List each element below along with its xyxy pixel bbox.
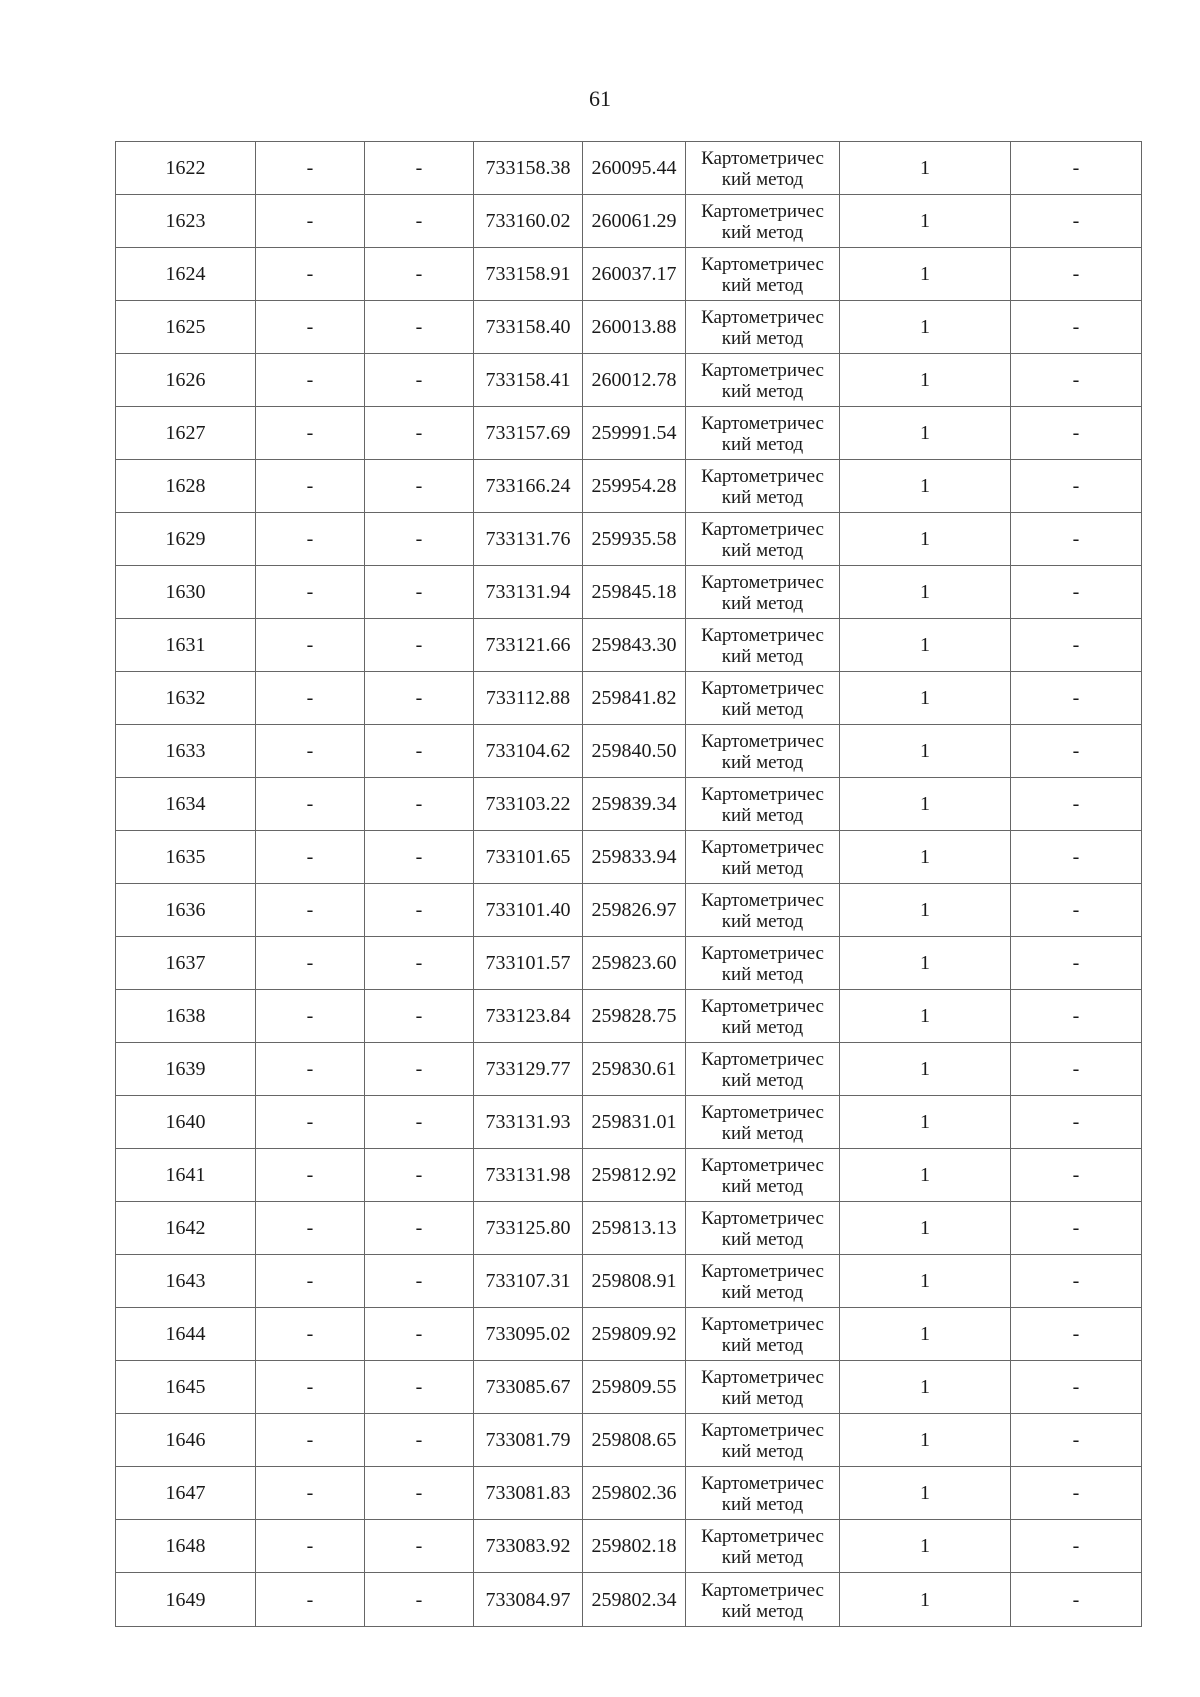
- empty-value-cell: -: [365, 513, 474, 566]
- table-row: [116, 937, 1142, 990]
- accuracy-cell: 1: [840, 407, 1011, 460]
- method-cell: [686, 1361, 840, 1414]
- note-cell: -: [1011, 884, 1142, 937]
- empty-value-cell: -: [256, 990, 365, 1043]
- note-cell: -: [1011, 566, 1142, 619]
- x-coordinate-cell: 733160.02: [474, 195, 583, 248]
- method-text: Картометричес кий метод: [701, 1526, 824, 1568]
- empty-value-cell: -: [256, 831, 365, 884]
- x-coordinate-cell: 733081.83: [474, 1467, 583, 1520]
- x-coordinate-cell: 733101.65: [474, 831, 583, 884]
- method-text: Картометричес кий метод: [701, 1367, 824, 1409]
- table-row: [116, 1308, 1142, 1361]
- empty-value-cell: -: [365, 619, 474, 672]
- method-text: Картометричес кий метод: [701, 1102, 824, 1144]
- accuracy-cell: 1: [840, 619, 1011, 672]
- note-cell: -: [1011, 513, 1142, 566]
- method-text: Картометричес кий метод: [701, 307, 824, 349]
- table-row: [116, 1149, 1142, 1202]
- accuracy-cell: 1: [840, 990, 1011, 1043]
- x-coordinate-cell: 733131.98: [474, 1149, 583, 1202]
- table-row: [116, 725, 1142, 778]
- note-cell: -: [1011, 831, 1142, 884]
- method-cell: [686, 1149, 840, 1202]
- method-text: Картометричес кий метод: [701, 784, 824, 826]
- empty-value-cell: -: [365, 778, 474, 831]
- empty-value-cell: -: [256, 1202, 365, 1255]
- note-cell: -: [1011, 354, 1142, 407]
- empty-value-cell: -: [256, 725, 365, 778]
- point-number-cell: 1636: [116, 884, 256, 937]
- method-text: Картометричес кий метод: [701, 1473, 824, 1515]
- empty-value-cell: -: [256, 1043, 365, 1096]
- x-coordinate-cell: 733103.22: [474, 778, 583, 831]
- x-coordinate-cell: 733112.88: [474, 672, 583, 725]
- accuracy-cell: 1: [840, 778, 1011, 831]
- method-text: Картометричес кий метод: [701, 1155, 824, 1197]
- point-number-cell: 1633: [116, 725, 256, 778]
- method-cell: [686, 1308, 840, 1361]
- y-coordinate-cell: 259935.58: [583, 513, 686, 566]
- empty-value-cell: -: [365, 1520, 474, 1573]
- point-number-cell: 1629: [116, 513, 256, 566]
- method-cell: [686, 1467, 840, 1520]
- method-cell: [686, 142, 840, 195]
- point-number-cell: 1637: [116, 937, 256, 990]
- method-text: Картометричес кий метод: [701, 1049, 824, 1091]
- empty-value-cell: -: [365, 990, 474, 1043]
- empty-value-cell: -: [365, 1255, 474, 1308]
- note-cell: -: [1011, 990, 1142, 1043]
- table-row: [116, 195, 1142, 248]
- empty-value-cell: -: [365, 725, 474, 778]
- empty-value-cell: -: [365, 937, 474, 990]
- table-body: [116, 142, 1142, 1627]
- accuracy-cell: 1: [840, 248, 1011, 301]
- method-cell: [686, 354, 840, 407]
- empty-value-cell: -: [365, 248, 474, 301]
- y-coordinate-cell: 259833.94: [583, 831, 686, 884]
- x-coordinate-cell: 733104.62: [474, 725, 583, 778]
- accuracy-cell: 1: [840, 142, 1011, 195]
- y-coordinate-cell: 260095.44: [583, 142, 686, 195]
- x-coordinate-cell: 733101.40: [474, 884, 583, 937]
- point-number-cell: 1623: [116, 195, 256, 248]
- point-number-cell: 1634: [116, 778, 256, 831]
- table-row: [116, 354, 1142, 407]
- empty-value-cell: -: [256, 937, 365, 990]
- note-cell: -: [1011, 195, 1142, 248]
- method-cell: [686, 725, 840, 778]
- table-row: [116, 1414, 1142, 1467]
- empty-value-cell: -: [365, 1361, 474, 1414]
- x-coordinate-cell: 733125.80: [474, 1202, 583, 1255]
- table-row: [116, 301, 1142, 354]
- note-cell: -: [1011, 1202, 1142, 1255]
- point-number-cell: 1627: [116, 407, 256, 460]
- x-coordinate-cell: 733084.97: [474, 1573, 583, 1627]
- table-row: [116, 884, 1142, 937]
- empty-value-cell: -: [256, 884, 365, 937]
- note-cell: -: [1011, 301, 1142, 354]
- method-cell: [686, 301, 840, 354]
- y-coordinate-cell: 259830.61: [583, 1043, 686, 1096]
- note-cell: -: [1011, 460, 1142, 513]
- empty-value-cell: -: [365, 1149, 474, 1202]
- method-text: Картометричес кий метод: [701, 148, 824, 190]
- accuracy-cell: 1: [840, 1149, 1011, 1202]
- method-text: Картометричес кий метод: [701, 201, 824, 243]
- x-coordinate-cell: 733131.76: [474, 513, 583, 566]
- method-cell: [686, 1043, 840, 1096]
- note-cell: -: [1011, 1308, 1142, 1361]
- empty-value-cell: -: [365, 831, 474, 884]
- y-coordinate-cell: 259840.50: [583, 725, 686, 778]
- method-text: Картометричес кий метод: [701, 1314, 824, 1356]
- point-number-cell: 1644: [116, 1308, 256, 1361]
- method-text: Картометричес кий метод: [701, 1420, 824, 1462]
- y-coordinate-cell: 260037.17: [583, 248, 686, 301]
- x-coordinate-cell: 733123.84: [474, 990, 583, 1043]
- empty-value-cell: -: [256, 619, 365, 672]
- y-coordinate-cell: 259826.97: [583, 884, 686, 937]
- point-number-cell: 1643: [116, 1255, 256, 1308]
- method-cell: [686, 619, 840, 672]
- point-number-cell: 1638: [116, 990, 256, 1043]
- accuracy-cell: 1: [840, 1308, 1011, 1361]
- x-coordinate-cell: 733166.24: [474, 460, 583, 513]
- accuracy-cell: 1: [840, 354, 1011, 407]
- note-cell: -: [1011, 725, 1142, 778]
- y-coordinate-cell: 259808.91: [583, 1255, 686, 1308]
- empty-value-cell: -: [256, 1255, 365, 1308]
- x-coordinate-cell: 733131.94: [474, 566, 583, 619]
- point-number-cell: 1642: [116, 1202, 256, 1255]
- table-row: [116, 1096, 1142, 1149]
- empty-value-cell: -: [256, 1308, 365, 1361]
- method-text: Картометричес кий метод: [701, 996, 824, 1038]
- accuracy-cell: 1: [840, 1414, 1011, 1467]
- empty-value-cell: -: [256, 1096, 365, 1149]
- table-row: [116, 513, 1142, 566]
- y-coordinate-cell: 259802.34: [583, 1573, 686, 1627]
- empty-value-cell: -: [365, 884, 474, 937]
- y-coordinate-cell: 259823.60: [583, 937, 686, 990]
- method-text: Картометричес кий метод: [701, 254, 824, 296]
- note-cell: -: [1011, 1520, 1142, 1573]
- table-row: [116, 566, 1142, 619]
- y-coordinate-cell: 259831.01: [583, 1096, 686, 1149]
- accuracy-cell: 1: [840, 1096, 1011, 1149]
- method-text: Картометричес кий метод: [701, 519, 824, 561]
- accuracy-cell: 1: [840, 884, 1011, 937]
- x-coordinate-cell: 733081.79: [474, 1414, 583, 1467]
- method-cell: [686, 1414, 840, 1467]
- empty-value-cell: -: [365, 1308, 474, 1361]
- point-number-cell: 1639: [116, 1043, 256, 1096]
- method-text: Картометричес кий метод: [701, 943, 824, 985]
- y-coordinate-cell: 259813.13: [583, 1202, 686, 1255]
- accuracy-cell: 1: [840, 566, 1011, 619]
- y-coordinate-cell: 259812.92: [583, 1149, 686, 1202]
- method-cell: [686, 884, 840, 937]
- table-row: [116, 672, 1142, 725]
- empty-value-cell: -: [256, 778, 365, 831]
- note-cell: -: [1011, 619, 1142, 672]
- point-number-cell: 1635: [116, 831, 256, 884]
- note-cell: -: [1011, 248, 1142, 301]
- method-cell: [686, 460, 840, 513]
- method-cell: [686, 778, 840, 831]
- method-text: Картометричес кий метод: [701, 572, 824, 614]
- point-number-cell: 1649: [116, 1573, 256, 1627]
- method-cell: [686, 1096, 840, 1149]
- y-coordinate-cell: 259802.36: [583, 1467, 686, 1520]
- point-number-cell: 1628: [116, 460, 256, 513]
- empty-value-cell: -: [256, 407, 365, 460]
- note-cell: -: [1011, 672, 1142, 725]
- y-coordinate-cell: 259845.18: [583, 566, 686, 619]
- method-text: Картометричес кий метод: [701, 890, 824, 932]
- table-row: [116, 1573, 1142, 1627]
- empty-value-cell: -: [256, 1467, 365, 1520]
- point-number-cell: 1625: [116, 301, 256, 354]
- method-text: Картометричес кий метод: [701, 678, 824, 720]
- x-coordinate-cell: 733158.91: [474, 248, 583, 301]
- x-coordinate-cell: 733121.66: [474, 619, 583, 672]
- table-row: [116, 248, 1142, 301]
- method-text: Картометричес кий метод: [701, 360, 824, 402]
- table-row: [116, 1202, 1142, 1255]
- x-coordinate-cell: 733157.69: [474, 407, 583, 460]
- y-coordinate-cell: 260012.78: [583, 354, 686, 407]
- x-coordinate-cell: 733083.92: [474, 1520, 583, 1573]
- note-cell: -: [1011, 1361, 1142, 1414]
- empty-value-cell: -: [365, 1467, 474, 1520]
- accuracy-cell: 1: [840, 1361, 1011, 1414]
- method-text: Картометричес кий метод: [701, 413, 824, 455]
- empty-value-cell: -: [365, 407, 474, 460]
- table-row: [116, 460, 1142, 513]
- x-coordinate-cell: 733107.31: [474, 1255, 583, 1308]
- accuracy-cell: 1: [840, 831, 1011, 884]
- empty-value-cell: -: [256, 1414, 365, 1467]
- note-cell: -: [1011, 778, 1142, 831]
- table-row: [116, 142, 1142, 195]
- note-cell: -: [1011, 1096, 1142, 1149]
- table-row: [116, 831, 1142, 884]
- method-cell: [686, 990, 840, 1043]
- method-text: Картометричес кий метод: [701, 466, 824, 508]
- y-coordinate-cell: 259843.30: [583, 619, 686, 672]
- empty-value-cell: -: [256, 354, 365, 407]
- y-coordinate-cell: 260061.29: [583, 195, 686, 248]
- point-number-cell: 1647: [116, 1467, 256, 1520]
- y-coordinate-cell: 259841.82: [583, 672, 686, 725]
- empty-value-cell: -: [365, 1202, 474, 1255]
- accuracy-cell: 1: [840, 1467, 1011, 1520]
- y-coordinate-cell: 259991.54: [583, 407, 686, 460]
- point-number-cell: 1645: [116, 1361, 256, 1414]
- x-coordinate-cell: 733129.77: [474, 1043, 583, 1096]
- note-cell: -: [1011, 407, 1142, 460]
- accuracy-cell: 1: [840, 1573, 1011, 1627]
- table-row: [116, 1467, 1142, 1520]
- point-number-cell: 1632: [116, 672, 256, 725]
- empty-value-cell: -: [365, 566, 474, 619]
- empty-value-cell: -: [256, 672, 365, 725]
- note-cell: -: [1011, 1414, 1142, 1467]
- x-coordinate-cell: 733101.57: [474, 937, 583, 990]
- table-row: [116, 407, 1142, 460]
- method-cell: [686, 1520, 840, 1573]
- empty-value-cell: -: [256, 1573, 365, 1627]
- table-row: [116, 778, 1142, 831]
- empty-value-cell: -: [256, 1520, 365, 1573]
- method-cell: [686, 937, 840, 990]
- table-row: [116, 1255, 1142, 1308]
- y-coordinate-cell: 259802.18: [583, 1520, 686, 1573]
- y-coordinate-cell: 259808.65: [583, 1414, 686, 1467]
- accuracy-cell: 1: [840, 460, 1011, 513]
- empty-value-cell: -: [365, 142, 474, 195]
- table-row: [116, 1043, 1142, 1096]
- empty-value-cell: -: [365, 1573, 474, 1627]
- point-number-cell: 1646: [116, 1414, 256, 1467]
- accuracy-cell: 1: [840, 513, 1011, 566]
- y-coordinate-cell: 259839.34: [583, 778, 686, 831]
- coordinates-table: [115, 141, 1142, 1627]
- table-row: [116, 1361, 1142, 1414]
- empty-value-cell: -: [365, 672, 474, 725]
- accuracy-cell: 1: [840, 1255, 1011, 1308]
- method-cell: [686, 407, 840, 460]
- page-number: 61: [589, 86, 611, 111]
- method-text: Картометричес кий метод: [701, 625, 824, 667]
- empty-value-cell: -: [365, 460, 474, 513]
- empty-value-cell: -: [365, 1043, 474, 1096]
- point-number-cell: 1630: [116, 566, 256, 619]
- accuracy-cell: 1: [840, 1520, 1011, 1573]
- accuracy-cell: 1: [840, 1202, 1011, 1255]
- point-number-cell: 1641: [116, 1149, 256, 1202]
- note-cell: -: [1011, 1573, 1142, 1627]
- empty-value-cell: -: [256, 460, 365, 513]
- accuracy-cell: 1: [840, 937, 1011, 990]
- point-number-cell: 1624: [116, 248, 256, 301]
- empty-value-cell: -: [256, 142, 365, 195]
- note-cell: -: [1011, 142, 1142, 195]
- point-number-cell: 1626: [116, 354, 256, 407]
- method-cell: [686, 1573, 840, 1627]
- empty-value-cell: -: [256, 195, 365, 248]
- accuracy-cell: 1: [840, 1043, 1011, 1096]
- empty-value-cell: -: [256, 248, 365, 301]
- empty-value-cell: -: [256, 1149, 365, 1202]
- table-row: [116, 990, 1142, 1043]
- y-coordinate-cell: 259809.92: [583, 1308, 686, 1361]
- accuracy-cell: 1: [840, 725, 1011, 778]
- method-cell: [686, 513, 840, 566]
- x-coordinate-cell: 733158.41: [474, 354, 583, 407]
- method-cell: [686, 831, 840, 884]
- method-text: Картометричес кий метод: [701, 837, 824, 879]
- empty-value-cell: -: [365, 354, 474, 407]
- empty-value-cell: -: [365, 1096, 474, 1149]
- y-coordinate-cell: 260013.88: [583, 301, 686, 354]
- y-coordinate-cell: 259954.28: [583, 460, 686, 513]
- accuracy-cell: 1: [840, 195, 1011, 248]
- method-cell: [686, 248, 840, 301]
- table-row: [116, 1520, 1142, 1573]
- point-number-cell: 1648: [116, 1520, 256, 1573]
- point-number-cell: 1640: [116, 1096, 256, 1149]
- note-cell: -: [1011, 1043, 1142, 1096]
- method-text: Картометричес кий метод: [701, 1208, 824, 1250]
- method-cell: [686, 566, 840, 619]
- empty-value-cell: -: [365, 301, 474, 354]
- x-coordinate-cell: 733131.93: [474, 1096, 583, 1149]
- method-cell: [686, 672, 840, 725]
- table-row: [116, 619, 1142, 672]
- empty-value-cell: -: [365, 1414, 474, 1467]
- x-coordinate-cell: 733085.67: [474, 1361, 583, 1414]
- point-number-cell: 1631: [116, 619, 256, 672]
- x-coordinate-cell: 733095.02: [474, 1308, 583, 1361]
- y-coordinate-cell: 259809.55: [583, 1361, 686, 1414]
- method-cell: [686, 1202, 840, 1255]
- note-cell: -: [1011, 1149, 1142, 1202]
- note-cell: -: [1011, 1255, 1142, 1308]
- point-number-cell: 1622: [116, 142, 256, 195]
- method-cell: [686, 1255, 840, 1308]
- note-cell: -: [1011, 937, 1142, 990]
- y-coordinate-cell: 259828.75: [583, 990, 686, 1043]
- accuracy-cell: 1: [840, 672, 1011, 725]
- note-cell: -: [1011, 1467, 1142, 1520]
- empty-value-cell: -: [256, 301, 365, 354]
- empty-value-cell: -: [256, 513, 365, 566]
- empty-value-cell: -: [256, 1361, 365, 1414]
- empty-value-cell: -: [256, 566, 365, 619]
- method-cell: [686, 195, 840, 248]
- method-text: Картометричес кий метод: [701, 731, 824, 773]
- method-text: Картометричес кий метод: [701, 1261, 824, 1303]
- x-coordinate-cell: 733158.40: [474, 301, 583, 354]
- method-text: Картометричес кий метод: [701, 1579, 824, 1622]
- empty-value-cell: -: [365, 195, 474, 248]
- x-coordinate-cell: 733158.38: [474, 142, 583, 195]
- accuracy-cell: 1: [840, 301, 1011, 354]
